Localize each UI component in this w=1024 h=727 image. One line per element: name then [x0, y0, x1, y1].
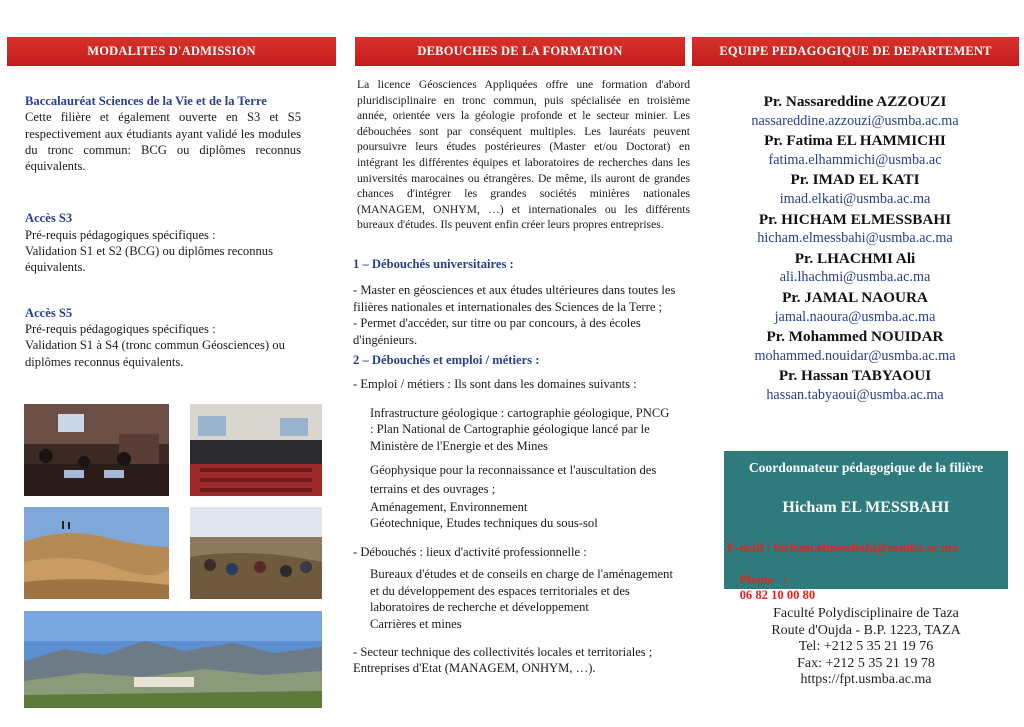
lieux-1: Bureaux d'études et de conseils en charge de l'aménagement et du développement des espaces territoriales et des laboratoires de recherche et développement: [370, 567, 673, 615]
s5-line2: Validation S1 à S4 (tronc commun Géosciences) ou diplômes reconnus équivalents.: [25, 338, 285, 369]
member-name: Pr. IMAD EL KATI: [790, 171, 920, 189]
faculty-address: Route d'Oujda - B.P. 1223, TAZA: [771, 622, 961, 638]
secteur-text: - Secteur technique des collectivités locales et territoriales ; Entreprises d'Etat (MANAGEM, ONHYM, …).: [353, 644, 653, 676]
header-admission: MODALITES D'ADMISSION: [7, 37, 336, 66]
contact-block: [724, 606, 1008, 689]
coordinator-title: Coordonnateur pédagogique de la filière: [748, 460, 984, 475]
phone-label: Phone :: [739, 573, 787, 587]
member-email[interactable]: imad.elkati@usmba.ac.ma: [779, 190, 931, 207]
debouches-section: [357, 77, 690, 233]
sec2-title: 2 – Débouchés et emploi / métiers :: [353, 353, 540, 368]
team-member: [700, 92, 1010, 131]
lecture-hall-photo: [190, 404, 322, 496]
member-email[interactable]: ali.lhachmi@usmba.ac.ma: [779, 269, 931, 286]
lieux-2: Carrières et mines: [370, 616, 462, 631]
team-member: [700, 288, 1010, 327]
member-email[interactable]: hicham.elmessbahi@usmba.ac.ma: [757, 230, 953, 247]
domaine-4: Géotechnique, Etudes techniques du sous-sol: [370, 516, 598, 531]
member-name: Pr. Hassan TABYAOUI: [778, 367, 932, 385]
faculty-fax: Fax: +212 5 35 21 19 78: [797, 655, 935, 671]
faculty-name: Faculté Polydisciplinaire de Taza: [773, 606, 959, 621]
bac-title: Baccalauréat Sciences de la Vie et de la Terre: [25, 94, 267, 108]
coordinator-name: Hicham EL MESSBAHI: [782, 499, 950, 516]
member-name: Pr. Mohammed NOUIDAR: [766, 328, 944, 346]
team-member: [700, 170, 1010, 209]
admission-section: [25, 93, 301, 370]
coordinator-email[interactable]: hicham.elmessbahi@usmba.ac.ma: [773, 541, 959, 555]
member-email[interactable]: jamal.naoura@usmba.ac.ma: [774, 308, 936, 325]
classroom-photo: [24, 404, 169, 496]
sec1-item1: - Master en géosciences et aux études ultérieures dans toutes les filières nationales et internationales des Sciences de la Terre ;: [353, 283, 676, 314]
member-name: Pr. JAMAL NAOURA: [782, 288, 928, 306]
s3-title: Accès S3: [25, 211, 73, 226]
member-email[interactable]: nassareddine.azzouzi@usmba.ac.ma: [751, 112, 959, 129]
team-member: [700, 210, 1010, 249]
member-name: Pr. Fatima EL HAMMICHI: [764, 132, 946, 150]
s3-line1: Pré-requis pédagogiques spécifiques :: [25, 227, 216, 242]
sec1-title: 1 – Débouchés universitaires :: [353, 257, 514, 271]
sec2-intro: - Emploi / métiers : Ils sont dans les domaines suivants :: [353, 377, 637, 392]
s5-title: Accès S5: [25, 305, 73, 320]
email-label: E-mail :: [727, 541, 771, 555]
domaine-3: Aménagement, Environnement: [370, 500, 528, 515]
team-member: [700, 131, 1010, 170]
domaine-2: Géophysique pour la reconnaissance et l'auscultation des terrains et des ouvrages ;: [370, 463, 657, 497]
domaine-1: Infrastructure géologique : cartographie géologique, PNCG : Plan National de Cartographie géologique lancé par le Ministère de l'Energie et des Mines: [370, 405, 670, 453]
bac-text: Cette filière et également ouverte en S3 et S5 respectivement aux étudiants ayant validé les modules du tronc commun: BCG ou diplômes reconnus équivalents.: [25, 110, 301, 174]
sec1-item2: - Permet d'accéder, sur titre ou par concours, à des écoles d'ingénieurs.: [353, 316, 641, 347]
team-member: [700, 366, 1010, 405]
coordinator-email-row: [727, 541, 958, 556]
team-member: [700, 249, 1010, 288]
coordinator-phone: 06 82 10 00 80: [739, 588, 816, 602]
team-list: [700, 92, 1010, 406]
faculty-tel: Tel: +212 5 35 21 19 76: [798, 639, 934, 655]
header-debouches: DEBOUCHES DE LA FORMATION: [355, 37, 685, 66]
coordinator-box: [724, 451, 1008, 602]
team-member: [700, 327, 1010, 366]
faculty-website[interactable]: https://fpt.usmba.ac.ma: [800, 672, 932, 688]
header-equipe: EQUIPE PEDAGOGIQUE DE DEPARTEMENT: [692, 37, 1019, 66]
member-email[interactable]: mohammed.nouidar@usmba.ac.ma: [754, 347, 956, 364]
member-name: Pr. HICHAM ELMESSBAHI: [758, 210, 952, 228]
member-email[interactable]: fatima.elhammichi@usmba.ac: [768, 151, 942, 168]
taza-landscape-photo: [24, 611, 322, 708]
member-name: Pr. LHACHMI Ali: [794, 249, 916, 267]
lieux-intro: - Débouchés : lieux d'activité professionnelle :: [353, 544, 587, 559]
s3-line2: Validation S1 et S2 (BCG) ou diplômes reconnus équivalents.: [25, 244, 274, 275]
member-name: Pr. Nassareddine AZZOUZI: [763, 93, 947, 110]
field-trip-photo: [190, 507, 322, 599]
debouches-intro: La licence Géosciences Appliquées offre une formation d'abord pluridisciplinaire en tronc commun, puis spécialisée en troisième année, orientée vers la géologie profonde et le secteur minier. Les débouchées sont par conséquent multiples. Les lauréats peuvent poursuivre leurs études postérieures (Master et/ou Doctorat) en intégrant les différentes équipes et laboratoires de recherches dans les universités marocaines ou étrangères. De même, ils auront de grandes chances d'intégrer les grandes sociétés minières nationales (MANAGEM, ONHYM, …) et internationales ou les différents bureaux d'études. Ils peuvent enfin créer leurs propres entreprises.: [357, 78, 690, 232]
member-email[interactable]: hassan.tabyaoui@usmba.ac.ma: [766, 386, 944, 403]
s5-line1: Pré-requis pédagogiques spécifiques :: [25, 321, 216, 336]
debouches-details: [353, 256, 685, 677]
hill-outcrop-photo: [24, 507, 169, 599]
